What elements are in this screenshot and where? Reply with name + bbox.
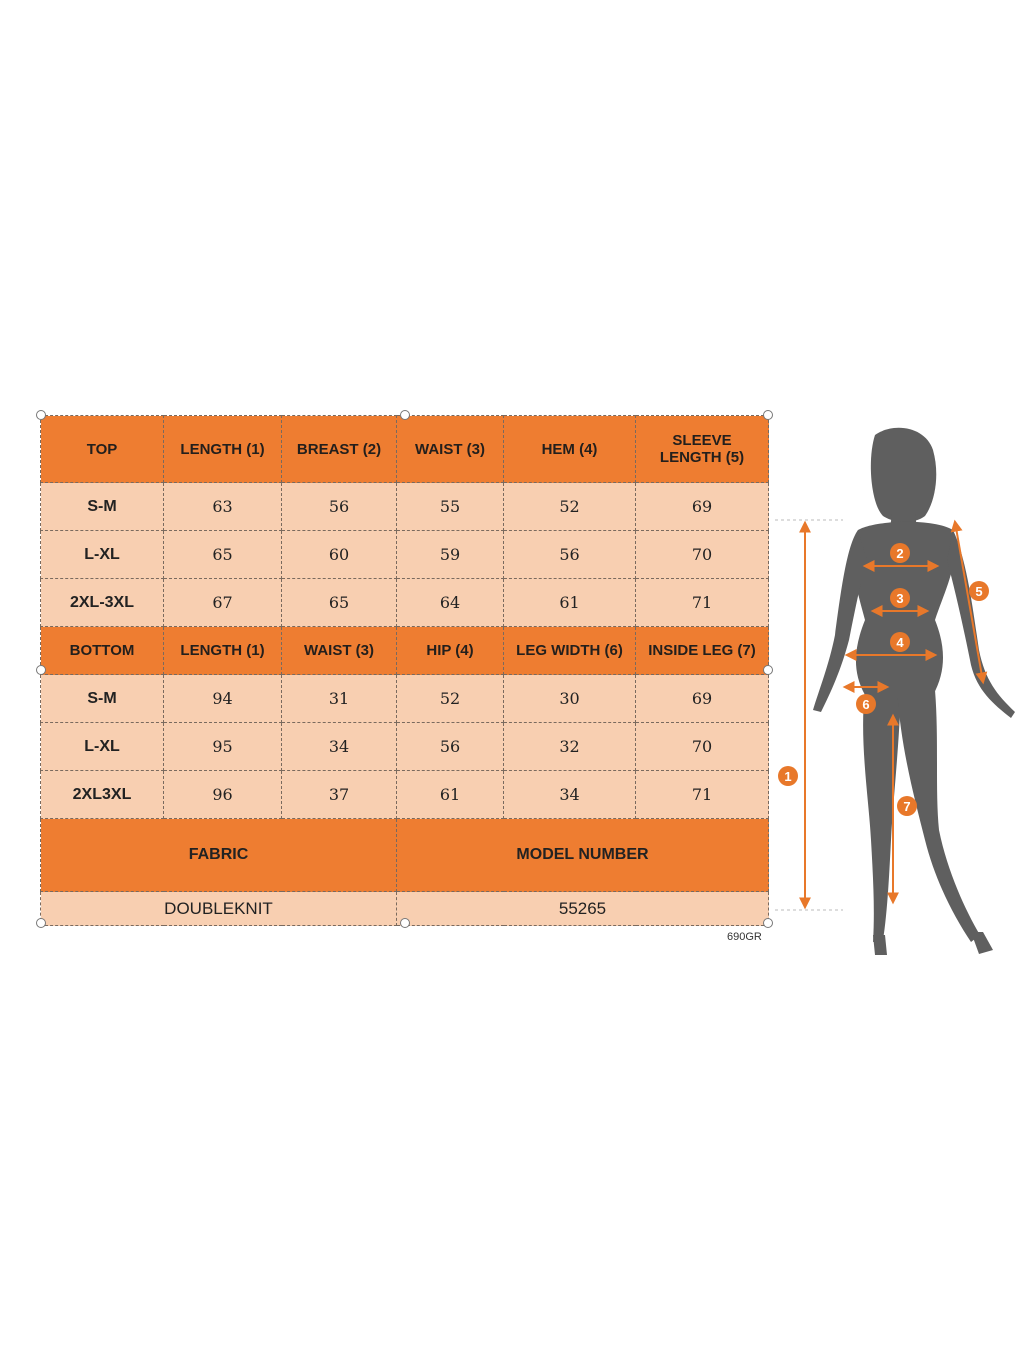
- product-code: 690GR: [727, 931, 762, 943]
- table-cell: 52: [397, 675, 504, 723]
- resize-handle[interactable]: [763, 665, 773, 675]
- table-cell: 69: [636, 483, 769, 531]
- hip-header: HIP (4): [397, 627, 504, 675]
- svg-text:3: 3: [896, 591, 904, 606]
- table-cell: 56: [504, 531, 636, 579]
- sleeve-header-line1: SLEEVE: [672, 432, 732, 449]
- table-cell: 70: [636, 531, 769, 579]
- resize-handle[interactable]: [763, 410, 773, 420]
- marker-2-icon: [890, 543, 910, 563]
- top-header-row: [41, 416, 769, 483]
- marker-4-icon: [890, 632, 910, 652]
- table-cell: 59: [397, 531, 504, 579]
- inside-leg-header: INSIDE LEG (7): [636, 627, 769, 675]
- marker-5-icon: [969, 581, 989, 601]
- table-cell: 63: [164, 483, 282, 531]
- size-chart: [40, 415, 768, 926]
- sleeve-length-header: [636, 416, 769, 483]
- marker-6-icon: [856, 694, 876, 714]
- table-row: [41, 771, 769, 819]
- table-cell: 69: [636, 675, 769, 723]
- table-cell: 34: [282, 723, 397, 771]
- table-row: [41, 579, 769, 627]
- table-cell: 55: [397, 483, 504, 531]
- top-header: TOP: [41, 416, 164, 483]
- model-number-value: 55265: [397, 892, 769, 926]
- table-row: [41, 723, 769, 771]
- table-cell: 31: [282, 675, 397, 723]
- body-measurement-figure: [775, 420, 1020, 965]
- size-label: 2XL3XL: [41, 771, 164, 819]
- resize-handle[interactable]: [36, 410, 46, 420]
- breast-header: BREAST (2): [282, 416, 397, 483]
- size-table: [40, 415, 769, 926]
- bottom-header: BOTTOM: [41, 627, 164, 675]
- table-cell: 61: [397, 771, 504, 819]
- length-header: LENGTH (1): [164, 627, 282, 675]
- table-row: [41, 675, 769, 723]
- svg-text:6: 6: [862, 697, 870, 712]
- svg-text:2: 2: [896, 546, 904, 561]
- sleeve-header-line2: LENGTH (5): [659, 449, 745, 466]
- table-cell: 56: [282, 483, 397, 531]
- marker-1-icon: [778, 766, 798, 786]
- table-cell: 61: [504, 579, 636, 627]
- table-cell: 65: [164, 531, 282, 579]
- table-cell: 64: [397, 579, 504, 627]
- svg-text:4: 4: [896, 635, 904, 650]
- resize-handle[interactable]: [763, 918, 773, 928]
- size-label: L-XL: [41, 531, 164, 579]
- bottom-header-row: [41, 627, 769, 675]
- resize-handle[interactable]: [400, 918, 410, 928]
- fabric-value: DOUBLEKNIT: [41, 892, 397, 926]
- marker-3-icon: [890, 588, 910, 608]
- table-cell: 67: [164, 579, 282, 627]
- model-number-header: MODEL NUMBER: [397, 819, 769, 892]
- table-cell: 94: [164, 675, 282, 723]
- svg-text:5: 5: [975, 584, 983, 599]
- table-cell: 95: [164, 723, 282, 771]
- svg-text:1: 1: [784, 769, 792, 784]
- svg-text:7: 7: [903, 799, 911, 814]
- length-header: LENGTH (1): [164, 416, 282, 483]
- table-cell: 71: [636, 771, 769, 819]
- table-cell: 71: [636, 579, 769, 627]
- table-cell: 52: [504, 483, 636, 531]
- size-label: L-XL: [41, 723, 164, 771]
- measurement-markers: [775, 420, 1020, 965]
- table-cell: 70: [636, 723, 769, 771]
- table-row: [41, 483, 769, 531]
- resize-handle[interactable]: [36, 665, 46, 675]
- marker-7-icon: [897, 796, 917, 816]
- size-label: S-M: [41, 675, 164, 723]
- waist-header: WAIST (3): [282, 627, 397, 675]
- size-label: 2XL-3XL: [41, 579, 164, 627]
- table-cell: 37: [282, 771, 397, 819]
- fabric-header: FABRIC: [41, 819, 397, 892]
- resize-handle[interactable]: [400, 410, 410, 420]
- leg-width-header: LEG WIDTH (6): [504, 627, 636, 675]
- table-cell: 32: [504, 723, 636, 771]
- table-cell: 60: [282, 531, 397, 579]
- size-label: S-M: [41, 483, 164, 531]
- footer-header-row: [41, 819, 769, 892]
- table-cell: 96: [164, 771, 282, 819]
- table-cell: 34: [504, 771, 636, 819]
- hem-header: HEM (4): [504, 416, 636, 483]
- resize-handle[interactable]: [36, 918, 46, 928]
- waist-header: WAIST (3): [397, 416, 504, 483]
- table-row: [41, 531, 769, 579]
- table-cell: 56: [397, 723, 504, 771]
- table-cell: 30: [504, 675, 636, 723]
- table-cell: 65: [282, 579, 397, 627]
